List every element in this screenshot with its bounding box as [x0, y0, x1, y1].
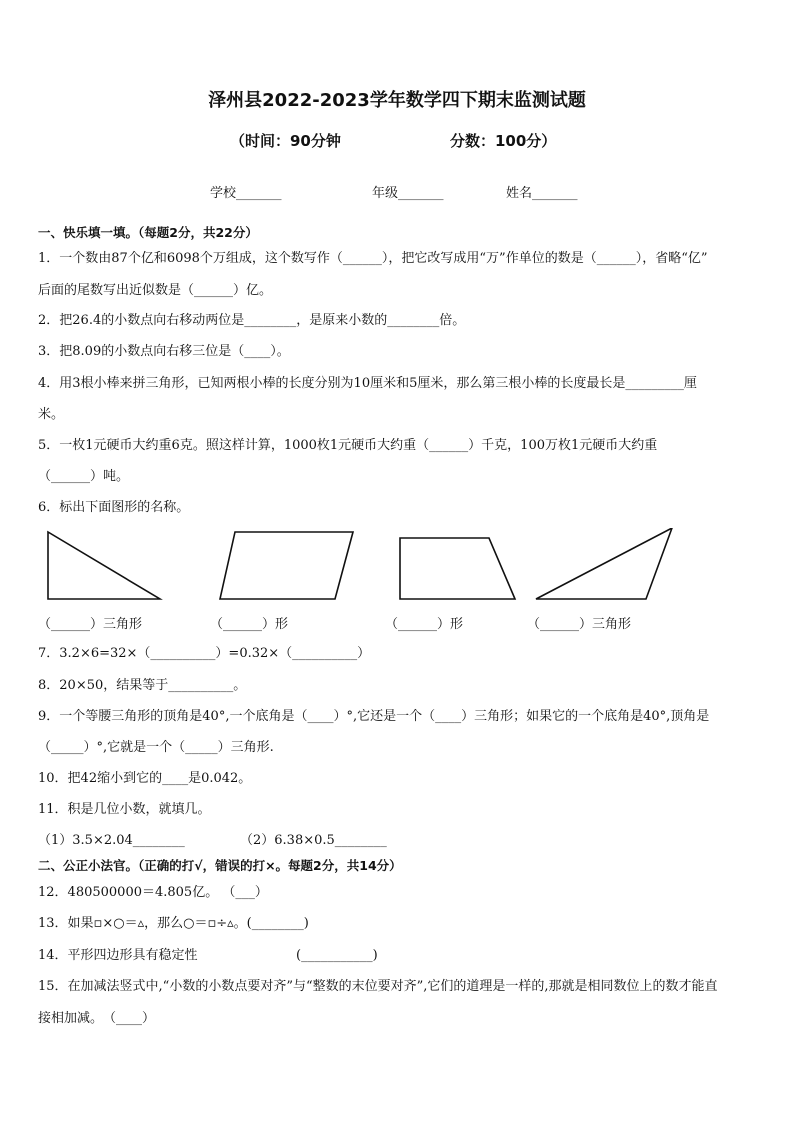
question-5-cont: （______）吨。	[38, 469, 130, 484]
right-triangle-shape	[48, 532, 160, 599]
section-heading-2: 二、公正小法官。（正确的打√，错误的打×。每题2分，共14分）	[38, 858, 402, 873]
question-8: 8．20×50，结果等于__________。	[38, 678, 247, 693]
question-12: 12．480500000＝4.805亿。 （___）	[38, 885, 268, 900]
question-14: 14．平形四边形具有稳定性	[38, 948, 198, 963]
question-6: 6．标出下面图形的名称。	[38, 500, 190, 515]
parallelogram-shape	[220, 532, 353, 599]
obtuse-triangle-shape	[536, 528, 672, 599]
question-1: 1．一个数由87个亿和6098个万组成，这个数写作（______），把它改写成用“万”作单位的数是（______），省略“亿”	[38, 251, 708, 266]
question-15: 15．在加减法竖式中,“小数的小数点要对齐”与“整数的末位要对齐”,它们的道理是一样的,那就是相同数位上的数才能直	[38, 979, 718, 994]
exam-subtitle	[230, 130, 570, 151]
section-heading-1: 一、快乐填一填。（每题2分，共22分）	[38, 225, 258, 240]
question-13: 13．如果▫×○＝▵，那么○＝▫÷▵。(________)	[38, 916, 309, 931]
question-2: 2．把26.4的小数点向右移动两位是________，是原来小数的________倍。	[38, 313, 466, 328]
question-5: 5．一枚1元硬币大约重6克。照这样计算，1000枚1元硬币大约重（______）千克，100万枚1元硬币大约重	[38, 438, 658, 453]
question-9: 9．一个等腰三角形的顶角是40°,一个底角是（____）°,它还是一个（____）三角形；如果它的一个底角是40°,顶角是	[38, 709, 710, 724]
question-11: 11．积是几位小数，就填几。	[38, 802, 211, 817]
shape-label-3: （______）形	[385, 617, 464, 632]
question-4: 4．用3根小棒来拼三角形，已知两根小棒的长度分别为10厘米和5厘米，那么第三根小棒的长度最长是_________厘	[38, 376, 697, 391]
question-11-part-2: （2）6.38×0.5________	[240, 833, 387, 848]
grade-field: 年级_______	[372, 186, 444, 201]
question-11-part-1: （1）3.5×2.04________	[38, 833, 185, 848]
question-4-cont: 米。	[38, 407, 65, 422]
question-3: 3．把8.09的小数点向右移三位是（____）。	[38, 344, 290, 359]
shape-label-2: （______）形	[210, 617, 289, 632]
time-label: （时间：90分钟	[230, 132, 341, 150]
trapezoid-shape	[400, 538, 515, 599]
shape-label-1: （______）三角形	[38, 617, 143, 632]
question-9-cont: （_____）°,它就是一个（_____）三角形.	[38, 740, 274, 755]
page-title: 泽州县2022-2023学年数学四下期末监测试题	[208, 90, 586, 111]
question-14-blank: (___________)	[296, 948, 378, 963]
question-7: 7．3.2×6=32×（__________）=0.32×（__________）	[38, 646, 371, 661]
name-field: 姓名_______	[506, 186, 578, 201]
shape-figures	[38, 528, 758, 608]
shape-label-4: （______）三角形	[527, 617, 632, 632]
score-label: 分数：100分）	[450, 132, 557, 150]
question-15-cont: 接相加减。 （____）	[38, 1011, 156, 1026]
question-1-cont: 后面的尾数写出近似数是（______）亿。	[38, 283, 273, 298]
school-field: 学校_______	[210, 186, 282, 201]
question-10: 10．把42缩小到它的____是0.042。	[38, 771, 252, 786]
